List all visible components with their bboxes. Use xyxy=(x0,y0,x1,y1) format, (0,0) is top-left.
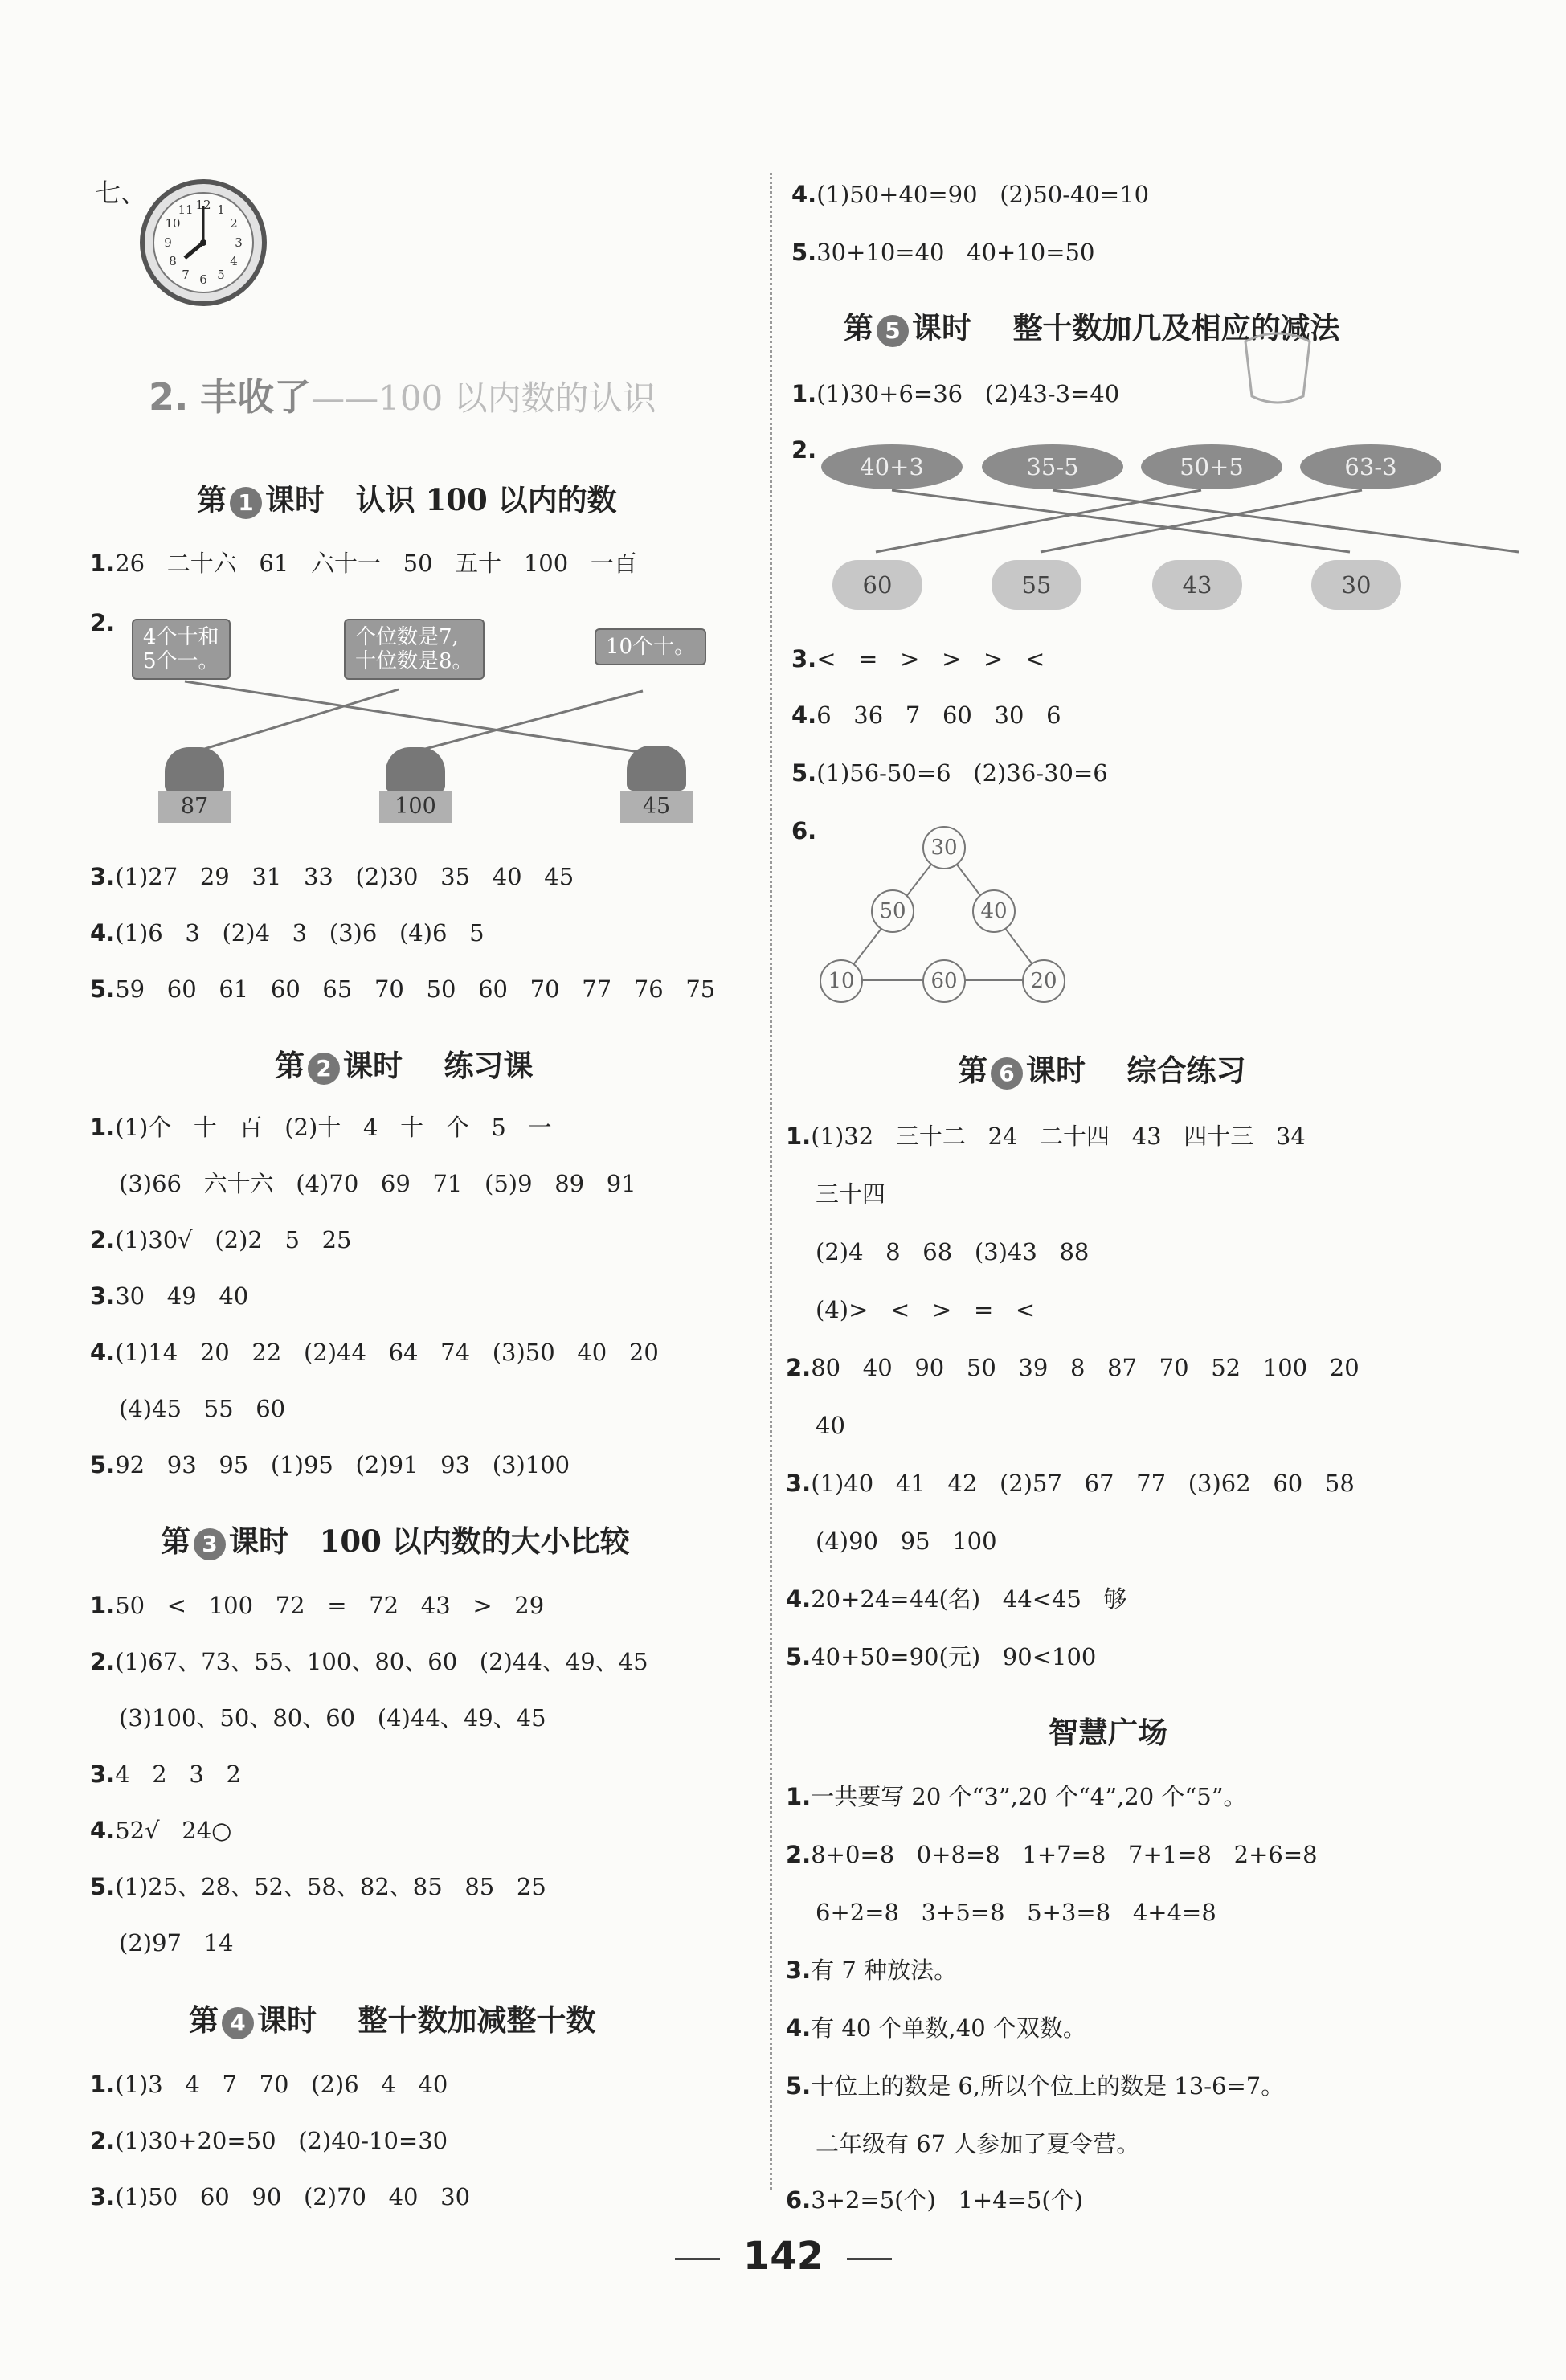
matching-lines xyxy=(771,450,1566,579)
list-item: 2.(1)30+20=50 (2)40-10=30 xyxy=(90,2127,448,2154)
unit-number: 2. xyxy=(149,375,189,419)
lesson-5-title: 第 5 课时 整十数加几及相应的减法 xyxy=(844,310,1340,346)
number-cloud: 55 xyxy=(992,560,1081,610)
section-title: 智慧广场 xyxy=(1049,1715,1167,1750)
clock-number: 1 xyxy=(217,202,225,217)
lesson-4-title: 第 4 课时 整十数加减整十数 xyxy=(189,2002,596,2038)
list-item: 2. xyxy=(791,436,817,464)
number-box: 87 xyxy=(158,791,231,823)
lesson-badge: 2 xyxy=(308,1053,340,1085)
list-item: 5.40+50=90(元) 90<100 xyxy=(786,1643,1097,1670)
stamp-icon xyxy=(1237,325,1318,414)
clock-number: 5 xyxy=(217,268,225,282)
triangle-node: 40 xyxy=(972,889,1016,933)
triangle-node: 50 xyxy=(871,889,914,933)
list-item: 2.8+0=8 0+8=8 1+7=8 7+1=8 2+6=8 xyxy=(786,1841,1318,1868)
lesson-badge: 5 xyxy=(877,315,909,347)
list-item: (3)100、50、80、60 (4)44、49、45 xyxy=(119,1704,546,1732)
list-item: 3.(1)50 60 90 (2)70 40 30 xyxy=(90,2183,471,2210)
list-item: 3.30 49 40 xyxy=(90,1282,249,1310)
list-item: 1.一共要写 20 个“3”,20 个“4”,20 个“5”。 xyxy=(786,1783,1247,1810)
list-item: 4.有 40 个单数,40 个双数。 xyxy=(786,2014,1086,2042)
list-item: 4.(1)50+40=90 (2)50-40=10 xyxy=(791,181,1150,208)
lesson-badge: 1 xyxy=(230,487,262,519)
number-box: 45 xyxy=(620,791,693,823)
list-item: 5.十位上的数是 6,所以个位上的数是 13-6=7。 xyxy=(786,2072,1285,2100)
number-box: 100 xyxy=(379,791,452,823)
list-item: 2. xyxy=(90,609,116,636)
triangle-node: 20 xyxy=(1022,959,1065,1003)
lesson-badge: 3 xyxy=(194,1528,226,1560)
cat-icon xyxy=(386,747,445,792)
list-item: (3)66 六十六 (4)70 69 71 (5)9 89 91 xyxy=(119,1170,636,1197)
question-7-label: 七、 xyxy=(95,178,147,208)
number-cloud: 60 xyxy=(832,560,922,610)
list-item: (4)90 95 100 xyxy=(816,1527,997,1555)
clock-number: 11 xyxy=(178,202,194,217)
list-item: 5.(1)56-50=6 (2)36-30=6 xyxy=(791,759,1108,787)
clock-number: 7 xyxy=(182,268,190,282)
expression-oval: 50+5 xyxy=(1141,444,1282,489)
list-item: (4)45 55 60 xyxy=(119,1395,286,1422)
list-item: 2.80 40 90 50 39 8 87 70 52 100 20 xyxy=(786,1354,1360,1381)
list-item: 二年级有 67 人参加了夏令营。 xyxy=(816,2130,1140,2157)
lesson-6-title: 第 6 课时 综合练习 xyxy=(958,1053,1246,1088)
number-cloud: 43 xyxy=(1152,560,1242,610)
lesson-2-title: 第 2 课时 练习课 xyxy=(275,1048,534,1083)
list-item: 2.(1)67、73、55、100、80、60 (2)44、49、45 xyxy=(90,1648,648,1675)
unit-name: 丰收了 xyxy=(200,375,312,419)
dog-icon xyxy=(165,747,224,792)
list-item: 4.6 36 7 60 30 6 xyxy=(791,701,1061,729)
clock-number: 12 xyxy=(195,198,211,212)
list-item: 4.20+24=44(名) 44<45 够 xyxy=(786,1585,1127,1613)
clock-number: 8 xyxy=(169,254,177,268)
triangle-node: 60 xyxy=(922,959,966,1003)
clock-number: 10 xyxy=(165,216,181,231)
list-item: (2)4 8 68 (3)43 88 xyxy=(816,1238,1090,1266)
squirrel-icon xyxy=(627,746,686,791)
list-item: 3.(1)27 29 31 33 (2)30 35 40 45 xyxy=(90,863,574,890)
clock-number: 9 xyxy=(164,235,172,250)
expression-oval: 63-3 xyxy=(1300,444,1441,489)
list-item: 4.(1)6 3 (2)4 3 (3)6 (4)6 5 xyxy=(90,919,485,947)
list-item: 3.< = > > > < xyxy=(791,645,1045,673)
list-item: 3.有 7 种放法。 xyxy=(786,1957,958,1984)
list-item: 三十四 xyxy=(816,1180,886,1208)
lesson-3-title: 第 3 课时 100 以内数的大小比较 xyxy=(161,1523,630,1559)
list-item: 3.(1)40 41 42 (2)57 67 77 (3)62 60 58 xyxy=(786,1470,1355,1497)
list-item: 1.(1)32 三十二 24 二十四 43 四十三 34 xyxy=(786,1123,1306,1150)
list-item: 5.59 60 61 60 65 70 50 60 70 77 76 75 xyxy=(90,975,716,1003)
list-item: (4)> < > = < xyxy=(816,1296,1036,1323)
list-item: 2.(1)30√ (2)2 5 25 xyxy=(90,1226,352,1253)
list-item: 6.3+2=5(个) 1+4=5(个) xyxy=(786,2186,1084,2214)
clock-number: 3 xyxy=(235,235,243,250)
list-item: 5.92 93 95 (1)95 (2)91 93 (3)100 xyxy=(90,1451,570,1478)
speech-bubble: 10个十。 xyxy=(595,628,706,665)
expression-oval: 40+3 xyxy=(821,444,963,489)
list-item: 1.(1)个 十 百 (2)十 4 十 个 5 一 xyxy=(90,1114,552,1141)
triangle-node: 30 xyxy=(922,826,966,869)
lesson-1-title: 第 1 课时 认识 100 以内的数 xyxy=(197,482,617,517)
clock-number: 4 xyxy=(230,254,238,268)
list-item: 1.50 < 100 72 = 72 43 > 29 xyxy=(90,1592,545,1619)
triangle-node: 10 xyxy=(820,959,863,1003)
clock-number: 2 xyxy=(230,216,238,231)
list-item: 5.(1)25、28、52、58、82、85 85 25 xyxy=(90,1873,546,1900)
lesson-badge: 4 xyxy=(222,2007,254,2039)
list-item: 3.4 2 3 2 xyxy=(90,1760,241,1788)
speech-bubble: 4个十和 5个一。 xyxy=(132,619,231,680)
list-item: 1.(1)3 4 7 70 (2)6 4 40 xyxy=(90,2071,448,2098)
list-item: (2)97 14 xyxy=(119,1929,234,1957)
list-item: 4.(1)14 20 22 (2)44 64 74 (3)50 40 20 xyxy=(90,1339,659,1366)
list-item: 4.52√ 24○ xyxy=(90,1817,232,1844)
matching-lines xyxy=(0,0,771,820)
list-item: 1.26 二十六 61 六十一 50 五十 100 一百 xyxy=(90,550,637,577)
list-item: 1.(1)30+6=36 (2)43-3=40 xyxy=(791,380,1120,407)
page-number: 142 xyxy=(699,2234,868,2279)
unit-subtitle: ——100 以内数的认识 xyxy=(311,378,656,418)
speech-bubble: 个位数是7, 十位数是8。 xyxy=(344,619,485,680)
number-cloud: 30 xyxy=(1311,560,1401,610)
list-item: 5.30+10=40 40+10=50 xyxy=(791,239,1095,266)
list-item: 6+2=8 3+5=8 5+3=8 4+4=8 xyxy=(816,1899,1216,1926)
lesson-badge: 6 xyxy=(991,1057,1023,1090)
expression-oval: 35-5 xyxy=(982,444,1123,489)
list-item: 6. xyxy=(791,817,817,844)
list-item: 40 xyxy=(816,1412,845,1439)
clock-number: 6 xyxy=(199,272,207,287)
